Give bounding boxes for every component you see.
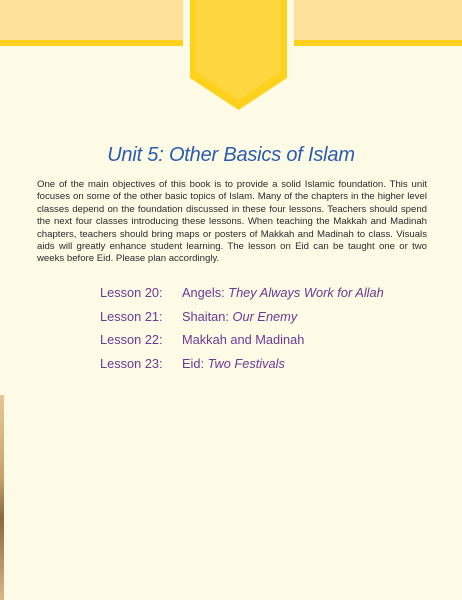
lesson-number: Lesson 21: <box>100 308 163 324</box>
lesson-number: Lesson 20: <box>100 285 163 301</box>
unit-title: Unit 5: Other Basics of Islam <box>107 144 355 166</box>
side-decorative-strip <box>0 395 4 600</box>
lesson-title-main: Makkah and Madinah <box>182 332 305 348</box>
top-band-right-inner <box>294 0 462 40</box>
lesson-item <box>100 305 384 329</box>
lesson-title <box>182 309 297 324</box>
lesson-list <box>100 281 384 375</box>
lesson-item <box>100 328 384 352</box>
lesson-title-italic: Two Festivals <box>207 355 285 371</box>
lesson-item <box>100 352 384 376</box>
lesson-title <box>182 356 285 371</box>
lesson-number: Lesson 23: <box>100 355 163 371</box>
top-band-left-inner <box>0 0 183 40</box>
lesson-title <box>182 332 304 347</box>
lesson-title-main: Eid: <box>182 355 208 371</box>
lesson-number: Lesson 22: <box>100 332 163 348</box>
lesson-title-main: Shaitan: <box>182 308 233 324</box>
top-band-right <box>294 0 462 46</box>
intro-paragraph: One of the main objectives of this book is to provide a solid Islamic foundation. This unit focuses on some of the other basic topics of Islam. Many of the chapters in the higher level classes depend on the foundation discussed in these four lessons. Teachers should spend the next four classes introducing these lessons. When teaching the Makkah and Madinah chapters, teachers should bring maps or posters of Makkah and Madinah to class. Visuals aids will greatly enhance student learning. The lesson on Eid can be taught one or two weeks before Eid. Please plan accordingly. <box>37 179 427 265</box>
banner-ribbon-icon <box>190 0 287 110</box>
top-band-left <box>0 0 183 46</box>
lesson-title-italic: They Always Work for Allah <box>228 285 384 301</box>
lesson-title <box>182 285 384 300</box>
lesson-title-italic: Our Enemy <box>232 308 298 324</box>
lesson-item <box>100 281 384 305</box>
lesson-title-main: Angels: <box>182 285 229 301</box>
